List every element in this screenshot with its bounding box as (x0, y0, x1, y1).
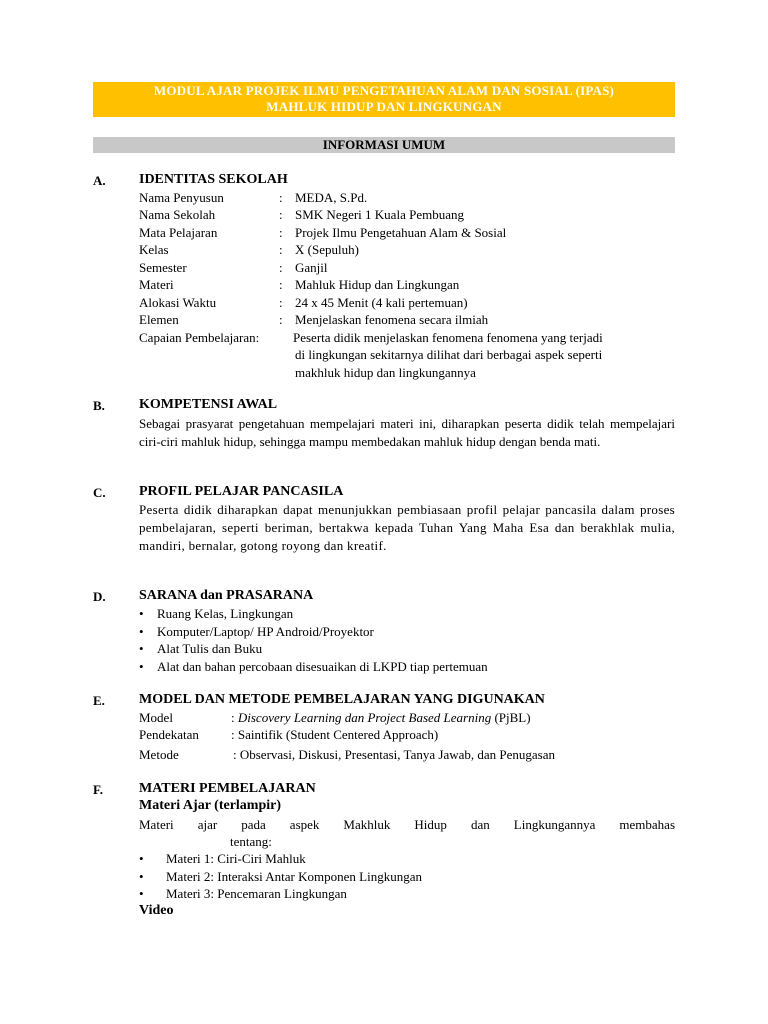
identity-colon: : (279, 190, 283, 205)
video-label: Video (139, 903, 174, 918)
list-item (139, 885, 422, 903)
section-e-letter: E. (93, 693, 105, 708)
bullet-icon: • (139, 658, 144, 674)
facilities-list (139, 605, 488, 675)
section-b-title: KOMPETENSI AWAL (139, 397, 278, 412)
section-a-letter: A. (93, 173, 106, 188)
identity-label: Kelas (139, 242, 169, 257)
list-item-text: Alat dan bahan percobaan disesuaikan di LKPD tiap pertemuan (157, 658, 488, 674)
section-e-title: MODEL DAN METODE PEMBELAJARAN YANG DIGUNAKAN (139, 692, 545, 707)
bullet-icon: • (139, 868, 144, 884)
section-c-title: PROFIL PELAJAR PANCASILA (139, 484, 344, 499)
capaian-label: Capaian Pembelajaran: (139, 330, 260, 345)
list-item-text: Materi 3: Pencemaran Lingkungan (166, 886, 347, 901)
module-title-banner (93, 82, 675, 117)
model-value (231, 710, 531, 726)
section-b-text: Sebagai prasyarat pengetahuan mempelajari materi ini, diharapkan peserta didik telah mempelajari ciri-ciri mahluk hidup, sehingga mampu membedakan mahluk hidup dengan benda mati. (139, 416, 675, 449)
list-item-text: Materi 1: Ciri-Ciri Mahluk (166, 851, 306, 866)
bullet-icon: • (139, 641, 144, 656)
section-a-title: IDENTITAS SEKOLAH (139, 172, 288, 187)
identity-value: Mahluk Hidup dan Lingkungan (295, 277, 460, 292)
section-d-letter: D. (93, 589, 106, 604)
section-f-title: MATERI PEMBELAJARAN (139, 781, 316, 796)
list-item (139, 850, 422, 868)
identity-value: 24 x 45 Menit (4 kali pertemuan) (295, 295, 468, 310)
metode-label: Metode (139, 747, 179, 762)
identity-colon: : (279, 295, 283, 310)
list-item-text: Alat Tulis dan Buku (157, 641, 263, 656)
identity-colon: : (279, 260, 283, 275)
identity-value: X (Sepuluh) (295, 242, 359, 257)
identity-value: Menjelaskan fenomena secara ilmiah (295, 312, 489, 327)
info-heading: INFORMASI UMUM (93, 137, 675, 153)
identity-colon: : (279, 225, 283, 240)
pendekatan-value: : Saintifik (Student Centered Approach) (231, 727, 439, 742)
identity-colon: : (279, 207, 283, 222)
section-c-letter: C. (93, 485, 106, 500)
section-f-intro-line1: Materi ajar pada aspek Makhluk Hidup dan Lingkungannya membahas (139, 817, 675, 832)
identity-label: Nama Sekolah (139, 207, 216, 222)
identity-label: Alokasi Waktu (139, 295, 217, 310)
section-d-title: SARANA dan PRASARANA (139, 588, 314, 603)
section-f-subtitle: Materi Ajar (terlampir) (139, 798, 282, 813)
model-label: Model (139, 710, 173, 725)
materials-list (139, 850, 422, 903)
module-title-line2: MAHLUK HIDUP DAN LINGKUNGAN (266, 99, 502, 114)
identity-value: SMK Negeri 1 Kuala Pembuang (295, 207, 464, 222)
capaian-line: di lingkungan sekitarnya dilihat dari berbagai aspek seperti (295, 347, 603, 362)
pendekatan-label: Pendekatan (139, 727, 199, 742)
identity-value: MEDA, S.Pd. (295, 190, 368, 205)
identity-label: Semester (139, 260, 187, 275)
identity-label: Elemen (139, 312, 179, 327)
identity-label: Mata Pelajaran (139, 225, 218, 240)
list-item (139, 658, 488, 676)
bullet-icon: • (139, 606, 144, 621)
section-f-intro-line2: tentang: (230, 834, 272, 849)
bullet-icon: • (139, 886, 144, 901)
model-value-italic: Discovery Learning dan Project Based Learning (237, 710, 492, 725)
section-b-letter: B. (93, 398, 105, 413)
list-item-text: Materi 2: Interaksi Antar Komponen Lingkungan (166, 868, 422, 884)
identity-colon: : (279, 242, 283, 257)
identity-label: Nama Penyusun (139, 190, 224, 205)
section-c-text: Peserta didik diharapkan dapat menunjukkan pembiasaan profil pelajar pancasila dalam proses pembelajaran, seperti beriman, bertakwa kepada Tuhan Yang Maha Esa dan berakhlak mulia, mandiri, bernalar, gotong royong dan kreatif. (139, 502, 675, 553)
identity-value: Projek Ilmu Pengetahuan Alam & Sosial (295, 225, 507, 240)
capaian-line: Peserta didik menjelaskan fenomena fenomena yang terjadi (293, 330, 603, 345)
bullet-icon: • (139, 623, 144, 639)
identity-label: Materi (139, 277, 174, 292)
model-value-tail: (PjBL) (491, 710, 531, 725)
list-item (139, 623, 488, 641)
list-item (139, 605, 488, 623)
identity-colon: : (279, 312, 283, 327)
capaian-line: makhluk hidup dan lingkungannya (295, 365, 476, 380)
metode-value: : Observasi, Diskusi, Presentasi, Tanya Jawab, dan Penugasan (233, 747, 555, 762)
model-colon: : (231, 710, 235, 725)
bullet-icon: • (139, 851, 144, 866)
list-item-text: Komputer/Laptop/ HP Android/Proyektor (157, 623, 374, 639)
list-item (139, 868, 422, 886)
identity-colon: : (279, 277, 283, 292)
list-item (139, 640, 488, 658)
identity-value: Ganjil (295, 260, 328, 275)
section-f-letter: F. (93, 782, 103, 797)
list-item-text: Ruang Kelas, Lingkungan (157, 606, 294, 621)
module-title-line1: MODUL AJAR PROJEK ILMU PENGETAHUAN ALAM DAN SOSIAL (IPAS) (153, 83, 615, 98)
